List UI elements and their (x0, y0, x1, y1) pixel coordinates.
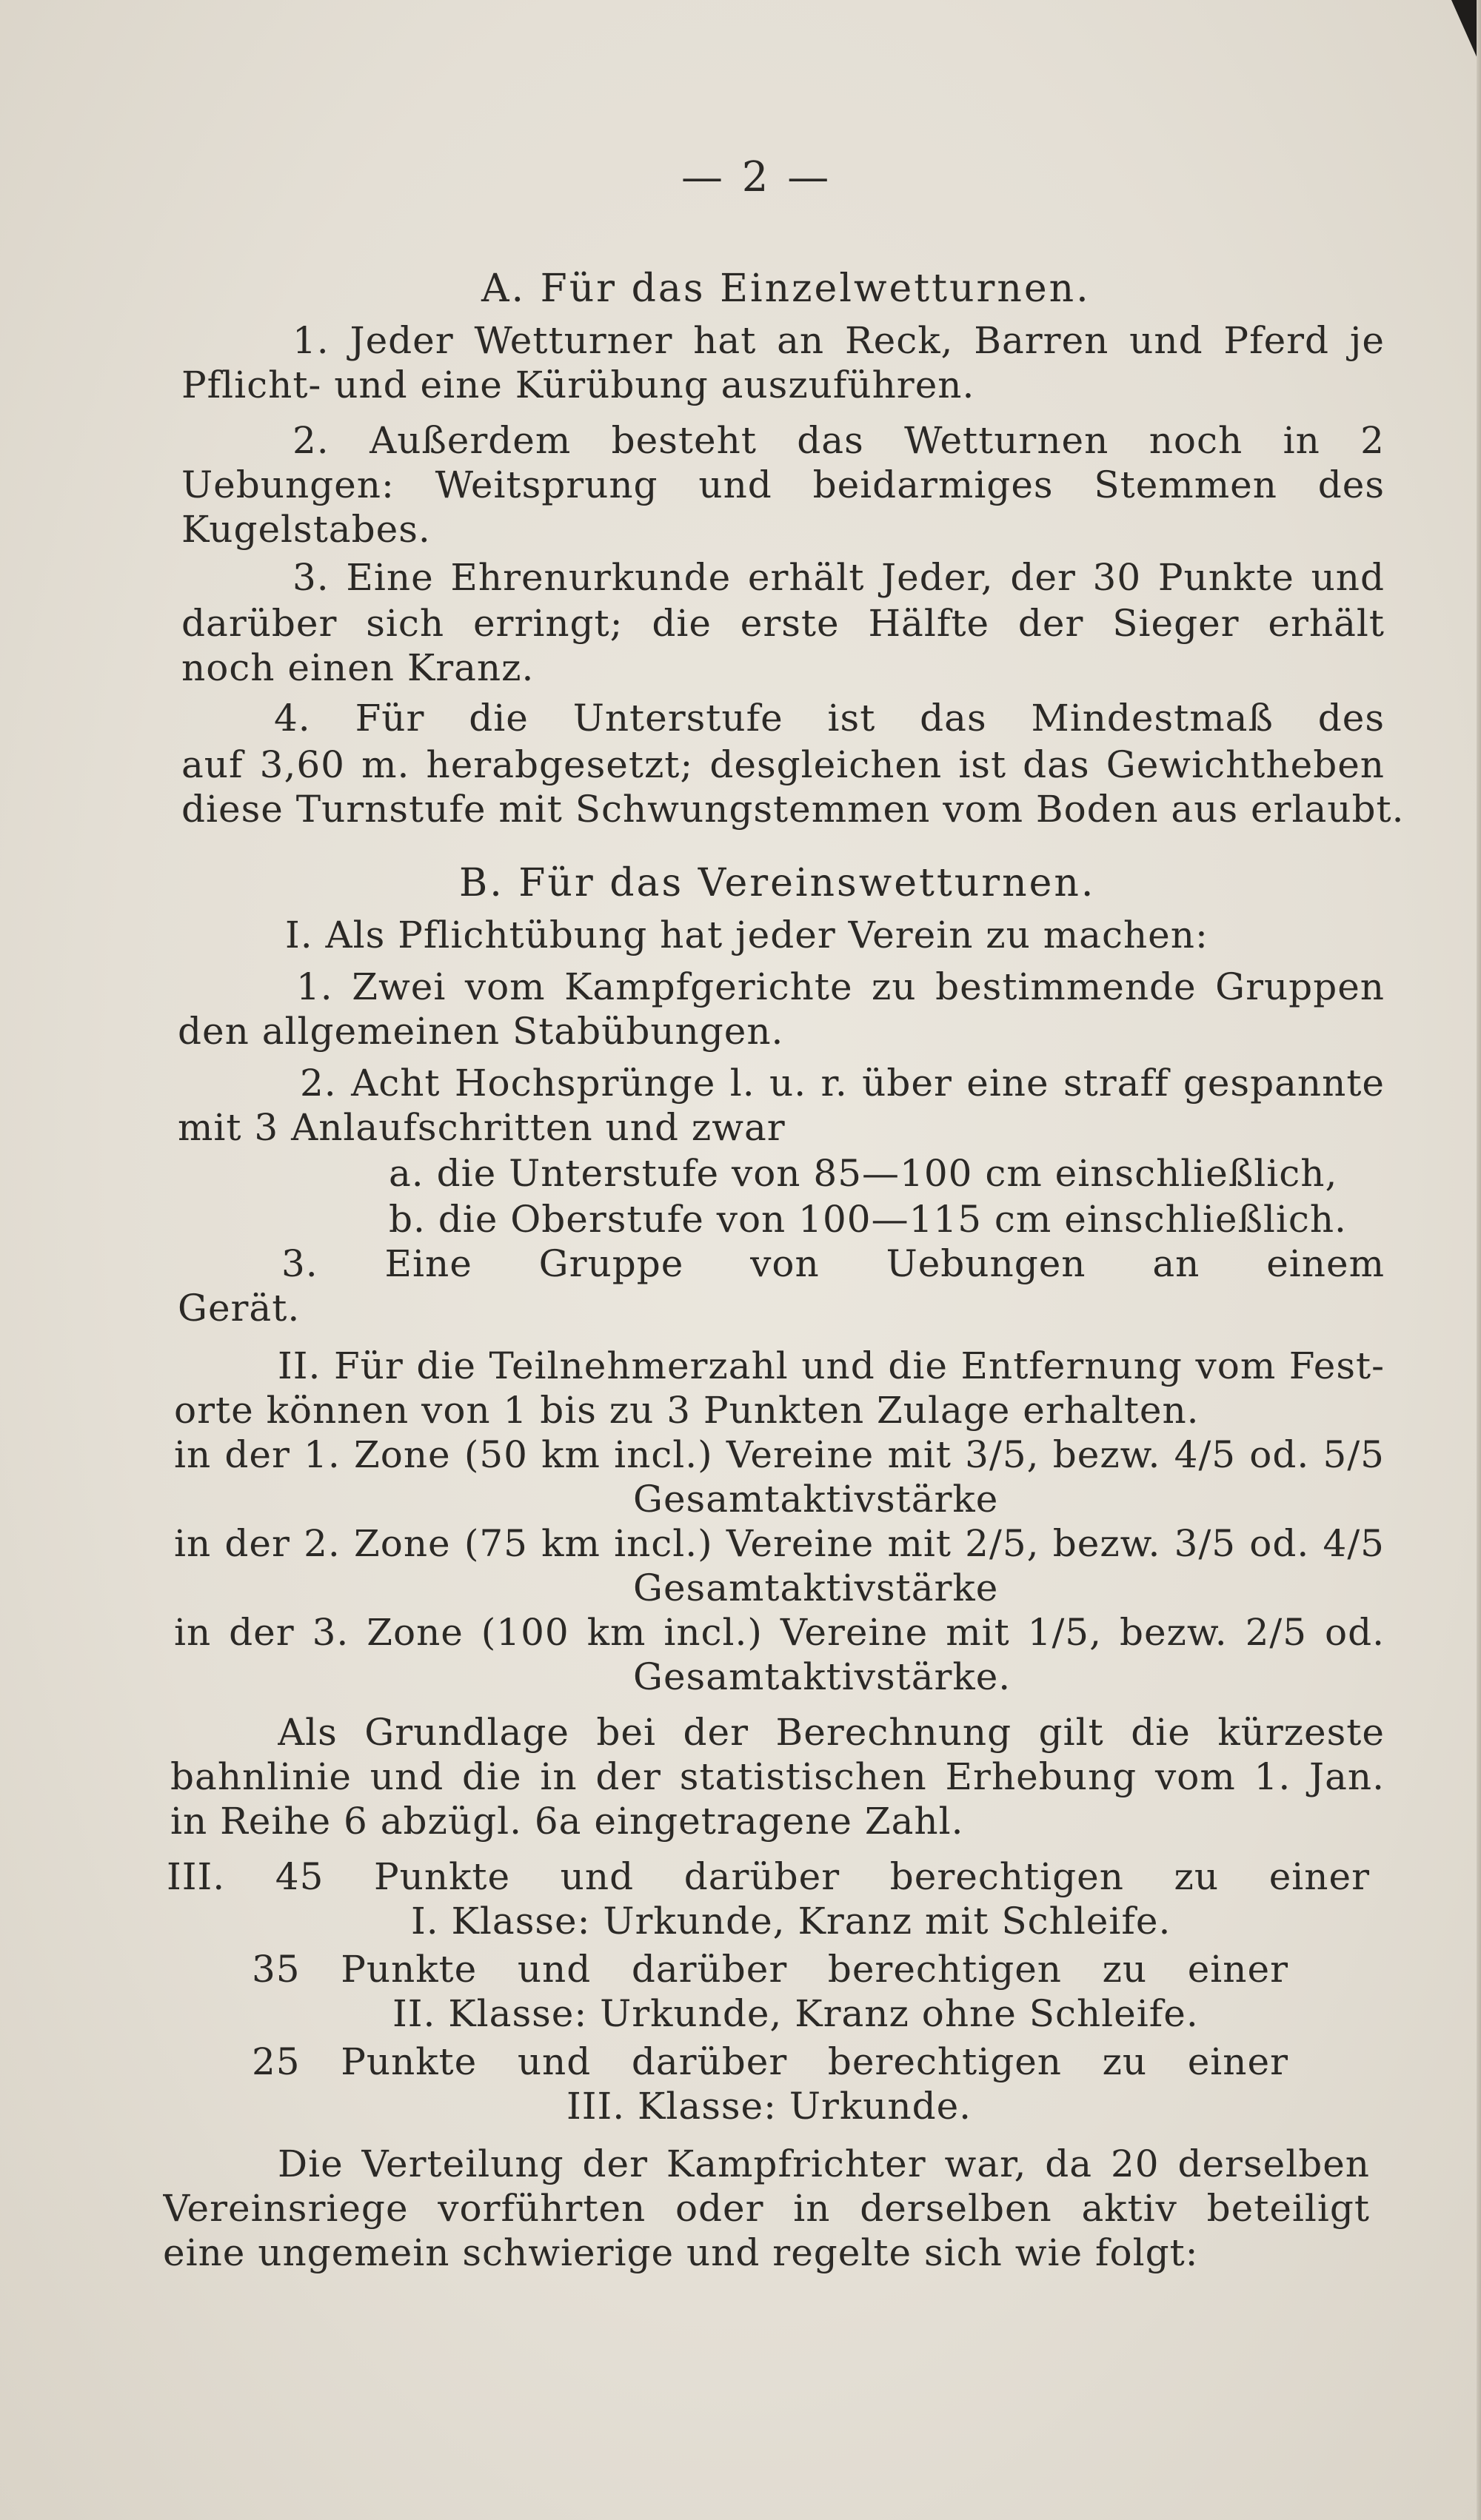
basis-line2: bahnlinie und die in der statistischen Erhebung vom 1. Jan. (170, 1755, 1385, 1798)
closing-line1: Die Verteilung der Kampfrichter war, da 20 derselben (278, 2142, 1370, 2185)
award-25: 25 Punkte und darüber berechtigen zu einer (252, 2040, 1288, 2083)
a-item3-line2: darüber sich erringt; die erste Hälfte der Sieger erhält (181, 602, 1385, 645)
award-class1: I. Klasse: Urkunde, Kranz mit Schleife. (411, 1900, 1171, 1943)
b-item1-line2: den allgemeinen Stabübungen. (178, 1010, 784, 1053)
b-item2b: b. die Oberstufe von 100—115 cm einschließlich. (389, 1198, 1347, 1241)
zone3: in der 3. Zone (100 km incl.) Vereine mit 1/5, bezw. 2/5 od. (174, 1611, 1385, 1654)
page-edge (1477, 0, 1481, 2520)
a-item2-line2: Uebungen: Weitsprung und beidarmiges Stemmen des (181, 463, 1385, 506)
a-item4-line3: diese Turnstufe mit Schwungstemmen vom Boden aus erlaubt. (181, 788, 1405, 831)
zone1-cont: Gesamtaktivstärke (633, 1478, 999, 1521)
b-item2-line2: mit 3 Anlaufschritten und zwar (178, 1106, 786, 1149)
zone2-cont: Gesamtaktivstärke (633, 1566, 999, 1609)
a-item4-line2: auf 3,60 m. herabgesetzt; desgleichen ist das Gewichtheben (181, 743, 1385, 786)
zone3-cont: Gesamtaktivstärke. (633, 1655, 1012, 1698)
b-part1-title: I. Als Pflichtübung hat jeder Verein zu machen: (285, 914, 1208, 956)
b-item2-line1: 2. Acht Hochsprünge l. u. r. über eine straff gespannte (300, 1062, 1385, 1105)
basis-line1: Als Grundlage bei der Berechnung gilt die kürzeste (278, 1711, 1385, 1754)
section-a-heading: A. Für das Einzelwetturnen. (481, 267, 1091, 311)
b-part2-line2: orte können von 1 bis zu 3 Punkten Zulage erhalten. (174, 1389, 1200, 1432)
b-item3-line2: Gerät. (178, 1287, 301, 1330)
a-item3-line3: noch einen Kranz. (181, 646, 535, 689)
basis-line3: in Reihe 6 abzügl. 6a eingetragene Zahl. (170, 1800, 964, 1843)
a-item2-line3: Kugelstabes. (181, 508, 431, 551)
page-number: — 2 — (681, 153, 832, 201)
b-item2a: a. die Unterstufe von 85—100 cm einschließlich, (389, 1152, 1338, 1195)
award-class3: III. Klasse: Urkunde. (566, 2085, 972, 2128)
a-item1-line2: Pflicht- und eine Kürübung auszuführen. (181, 363, 975, 406)
a-item4-line1: 4. Für die Unterstufe ist das Mindestmaß des (274, 697, 1385, 740)
award-35: 35 Punkte und darüber berechtigen zu einer (252, 1948, 1288, 1991)
closing-line2: Vereinsriege vorführten oder in derselben aktiv beteiligt (163, 2187, 1370, 2230)
zone2: in der 2. Zone (75 km incl.) Vereine mit 2/5, bezw. 3/5 od. 4/5 (174, 1522, 1385, 1565)
zone1: in der 1. Zone (50 km incl.) Vereine mit 3/5, bezw. 4/5 od. 5/5 (174, 1433, 1385, 1476)
b-part2-line1: II. Für die Teilnehmerzahl und die Entfernung vom Fest- (278, 1344, 1385, 1387)
b-item1-line1: 1. Zwei vom Kampfgerichte zu bestimmende Gruppen (296, 965, 1385, 1008)
award-class2: II. Klasse: Urkunde, Kranz ohne Schleife. (392, 1992, 1199, 2035)
section-b-heading: B. Für das Vereinswetturnen. (459, 861, 1096, 905)
a-item2-line1: 2. Außerdem besteht das Wetturnen noch in 2 (292, 419, 1385, 462)
a-item1-line1: 1. Jeder Wetturner hat an Reck, Barren und Pferd je (292, 319, 1385, 362)
a-item3-line1: 3. Eine Ehrenurkunde erhält Jeder, der 30 Punkte und (292, 556, 1385, 599)
b-item3-line1: 3. Eine Gruppe von Uebungen an einem (281, 1242, 1385, 1285)
closing-line3: eine ungemein schwierige und regelte sich wie folgt: (163, 2231, 1199, 2274)
award-45: III. 45 Punkte und darüber berechtigen zu einer (167, 1855, 1370, 1898)
